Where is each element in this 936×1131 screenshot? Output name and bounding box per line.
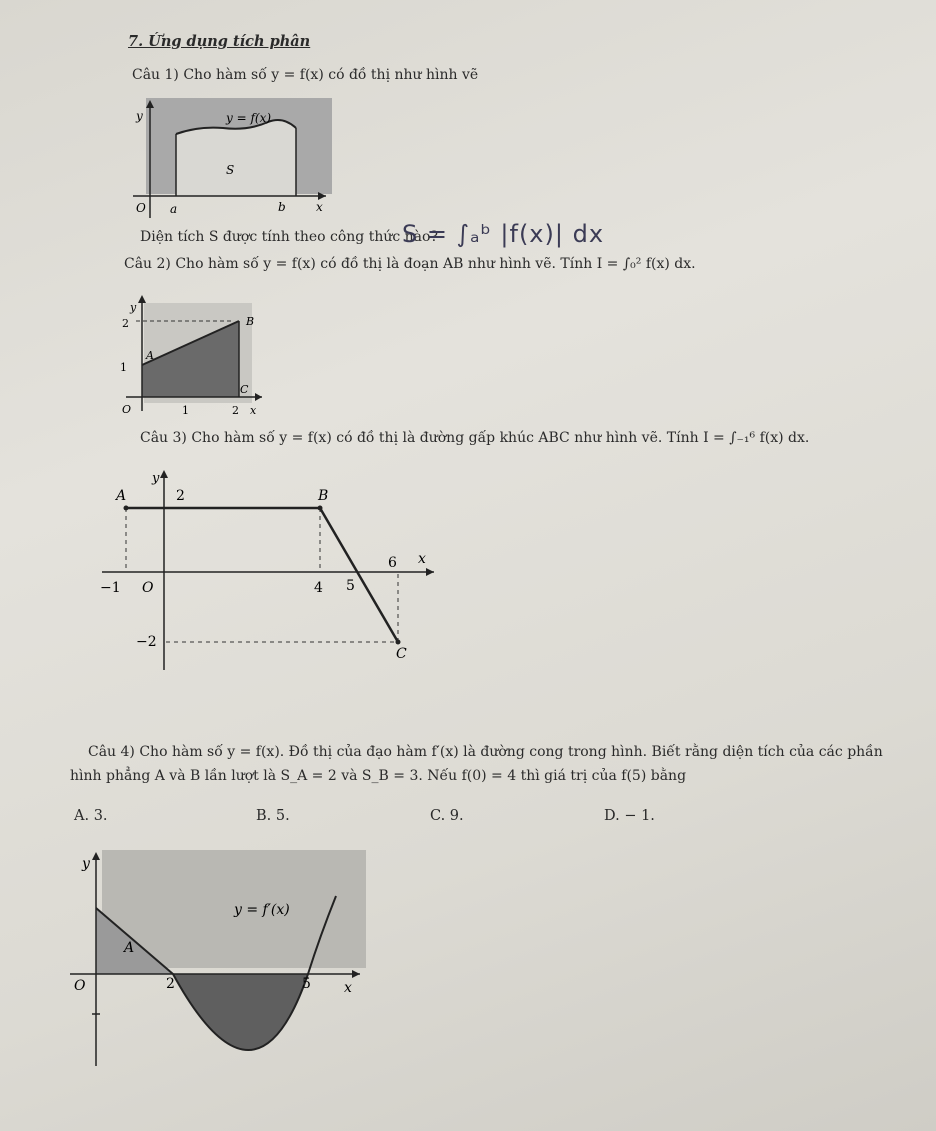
- q4-y-arrow: [92, 852, 100, 860]
- q2-label-c: C: [240, 383, 249, 396]
- q3-polyline-abc: [126, 508, 398, 642]
- q2-label-a: A: [146, 349, 154, 362]
- q2-label-x2: 2: [232, 404, 239, 417]
- q3-point-a: [124, 506, 129, 511]
- q4-graph: [66, 846, 368, 1068]
- q1-label-o: O: [136, 201, 146, 215]
- q4-label-5: 5: [302, 976, 311, 992]
- q2-label-o: O: [122, 403, 132, 416]
- q3-label-o: O: [142, 580, 154, 596]
- q4-label-fpx: y = f′(x): [234, 902, 290, 918]
- q2-text: Câu 2) Cho hàm số y = f(x) có đồ thị là đoạn AB như hình vẽ. Tính I = ∫₀² f(x) dx.: [124, 256, 696, 272]
- q3-label-6: 6: [388, 555, 397, 571]
- q3-point-b: [318, 506, 323, 511]
- q2-label-2: 2: [122, 317, 129, 330]
- q4-label-y: y: [82, 856, 90, 872]
- q1-label-x: x: [316, 200, 323, 214]
- q2-label-x1: 1: [182, 404, 189, 417]
- q1-graph: [128, 98, 334, 220]
- q3-label-x: x: [418, 551, 426, 567]
- q3-label-c: C: [396, 646, 407, 662]
- q4-text-line2: hình phẳng A và B lần lượt là S_A = 2 và S_B = 3. Nếu f(0) = 4 thì giá trị của f(5) bằng: [70, 768, 687, 784]
- q2-label-y: y: [130, 301, 137, 314]
- q4-text-line1: Câu 4) Cho hàm số y = f(x). Đồ thị của đạo hàm f′(x) là đường cong trong hình. Biết rằng diện tích của các phần: [88, 744, 883, 760]
- q4-label-x: x: [344, 980, 352, 996]
- q1-label-fx: y = f(x): [226, 111, 272, 125]
- q3-text: Câu 3) Cho hàm số y = f(x) có đồ thị là đường gấp khúc ABC như hình vẽ. Tính I = ∫₋₁⁶ f(x) dx.: [140, 430, 810, 446]
- q3-label-y: y: [152, 471, 160, 486]
- q4-choice-c: C. 9.: [430, 808, 464, 824]
- q3-graph: [94, 466, 444, 674]
- q2-label-x: x: [250, 404, 257, 417]
- q1-label-a: a: [170, 202, 178, 216]
- q2-x-arrow: [255, 393, 262, 401]
- q4-x-arrow: [352, 970, 360, 978]
- q3-label-a: A: [116, 488, 127, 504]
- q3-label-minus2: −2: [136, 634, 157, 650]
- q4-choice-b: B. 5.: [256, 808, 290, 824]
- q4-choice-a: A. 3.: [74, 808, 108, 824]
- q3-label-b: B: [318, 488, 329, 504]
- q1-label-b: b: [278, 200, 286, 214]
- q3-point-c: [396, 640, 401, 645]
- q3-x-arrow: [426, 568, 434, 576]
- q1-area-s: [176, 120, 296, 196]
- q3-label-minus1: −1: [100, 580, 121, 596]
- section-heading: 7. Ứng dụng tích phân: [128, 33, 311, 50]
- q1-text: Câu 1) Cho hàm số y = f(x) có đồ thị như hình vẽ: [132, 67, 479, 83]
- q3-label-5: 5: [346, 578, 355, 594]
- q1-handwritten-answer: S = ∫ₐᵇ |f(x)| dx: [402, 220, 605, 248]
- q1-prompt: Diện tích S được tính theo công thức nào?: [140, 229, 438, 245]
- q2-graph: [112, 293, 272, 421]
- q3-y-arrow: [160, 470, 168, 478]
- q3-label-2: 2: [176, 488, 185, 504]
- q1-label-s: S: [226, 163, 235, 177]
- q2-label-1: 1: [120, 361, 127, 374]
- q2-y-arrow: [138, 295, 146, 303]
- q4-label-o: O: [74, 978, 86, 994]
- q4-area-b: [173, 974, 308, 1050]
- q1-label-y: y: [136, 109, 143, 123]
- q4-label-2: 2: [166, 976, 175, 992]
- q4-label-a: A: [124, 940, 135, 956]
- q2-label-b: B: [246, 315, 255, 328]
- q4-choice-d: D. − 1.: [604, 808, 655, 824]
- q3-label-4: 4: [314, 580, 323, 596]
